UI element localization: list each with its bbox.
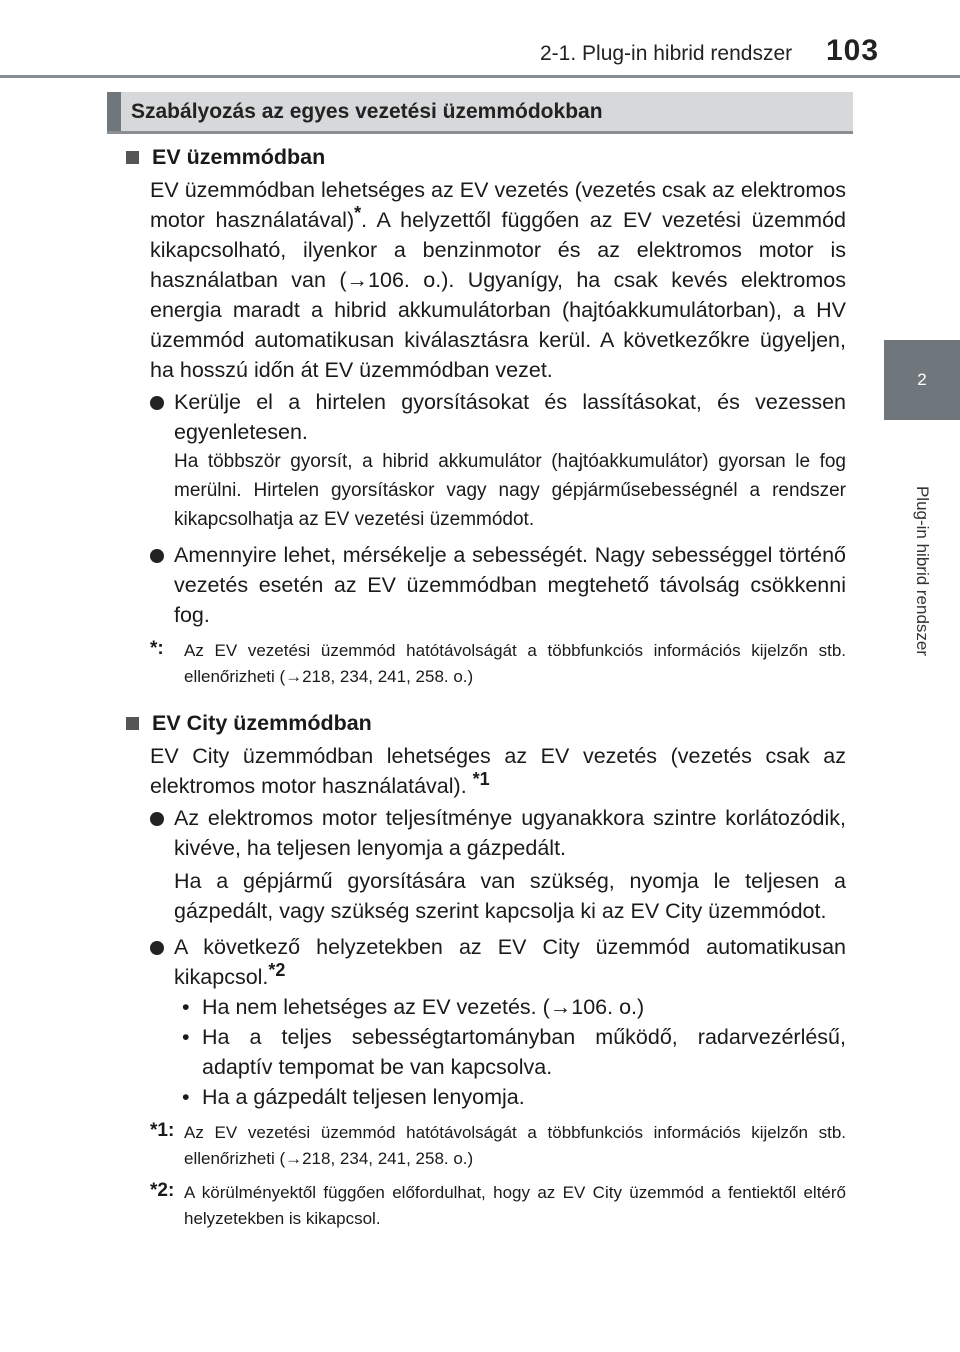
section-title: Szabályozás az egyes vezetési üzemmódokban [131,100,603,123]
evcity-heading [126,708,846,738]
section-bar-accent [107,92,121,131]
evcity-bullet-2 [126,932,846,992]
chapter-tab-label-text: Plug-in hibrid rendszer [913,485,932,657]
ev-intro-text-a: EV üzemmódban lehetséges az EV vezetés (vezetés csak az elektromos motor használatával) [150,178,846,232]
evcity-footnote-1-text: Az EV vezetési üzemmód hatótávolságát a többfunkciós információs kijelzőn stb. ellenőrizheti (→218, 234, 241, 258. o.) [184,1123,846,1168]
footnote-ref: *1 [472,768,490,789]
square-bullet-icon [126,151,139,164]
evcity-heading-text: EV City üzemmódban [152,711,372,735]
ev-bullet-1-note: Ha többször gyorsít, a hibrid akkumulátor (hajtóakkumulátor) gyorsan le fog merülni. Hirtelen gyorsításkor vagy nagy gépjárműsebességnél a rendszer kikapcsolhatja az EV vezetési üzemmódot. [174,451,846,530]
header-rule [0,75,960,78]
evcity-intro [126,741,846,801]
list-item: • Ha nem lehetséges az EV vezetés. (→106. o.) [174,992,846,1022]
footnote-mark: *1: [150,1120,175,1141]
evcity-bullet-1-note: Ha a gépjármű gyorsítására van szükség, nyomja le teljesen a gázpedált, vagy szükség szerint kapcsolja ki az EV City üzemmódot. [174,869,846,923]
evcity-footnote-2 [126,1180,846,1232]
list-item: • Ha a gázpedált teljesen lenyomja. [174,1082,846,1112]
evcity-bullet-2-text: A következő helyzetekben az EV City üzemmód automatikusan kikapcsol. [174,935,846,989]
round-bullet-icon [150,941,164,955]
running-header: 2-1. Plug-in hibrid rendszer [540,42,793,65]
ev-bullet-1-text: Kerülje el a hirtelen gyorsításokat és lassításokat, és vezessen egyenletesen. [174,390,846,444]
ev-footnote-text: Az EV vezetési üzemmód hatótávolságát a többfunkciós információs kijelzőn stb. ellenőrizheti (→218, 234, 241, 258. o.) [184,641,846,686]
ev-bullet-2-text: Amennyire lehet, mérsékelje a sebességét. Nagy sebességgel történő vezetés esetén az EV üzemmódban megtehető távolság csökkenni fog. [174,543,846,627]
footnote-mark: *: [150,638,164,659]
page-number: 103 [826,34,880,67]
list-item: • Ha a teljes sebességtartományban működő, radarvezérlésű, adaptív tempomat be van kapcsolva. [174,1022,846,1082]
round-bullet-icon [150,396,164,410]
ev-heading [126,142,846,172]
ev-heading-text: EV üzemmódban [152,145,326,169]
round-bullet-icon [150,549,164,563]
ev-bullet-1 [126,387,846,447]
section-title-bar [107,92,853,134]
ev-bullet-2 [126,540,846,630]
chapter-tab-label [884,422,960,720]
evcity-footnote-2-text: A körülményektől függően előfordulhat, hogy az EV City üzemmód a fentiektől eltérő helyzetekben is kikapcsol. [184,1183,846,1228]
evcity-intro-text: EV City üzemmódban lehetséges az EV vezetés (vezetés csak az elektromos motor használatával). [150,744,846,798]
ev-footnote [126,638,846,690]
evcity-bullet-1-text: Az elektromos motor teljesítménye ugyanakkora szintre korlátozódik, kivéve, ha teljesen lenyomja a gázpedált. [174,806,846,860]
footnote-mark: *2: [150,1180,175,1201]
chapter-tab-number: 2 [884,340,960,420]
ev-intro [126,175,846,385]
round-bullet-icon [150,812,164,826]
ev-intro-text-b: . A helyzettől függően az EV vezetési üzemmód kikapcsolható, ilyenkor a benzinmotor és az elektromos motor is használatban van (→106. o.). Ugyanígy, ha csak kevés elektromos energia maradt a hibrid akkumulátorban (hajtóakkumulátorban), a HV üzemmód automatikusan kiválasztásra kerül. A következőkre ügyeljen, ha hosszú időn át EV üzemmódban vezet. [150,208,846,382]
evcity-bullet-1 [126,803,846,863]
footnote-ref: *2 [268,959,286,980]
evcity-footnote-1 [126,1120,846,1172]
square-bullet-icon [126,717,139,730]
page-content [126,138,846,1232]
footnote-ref: * [354,202,362,223]
evcity-conditions-list [126,992,846,1112]
